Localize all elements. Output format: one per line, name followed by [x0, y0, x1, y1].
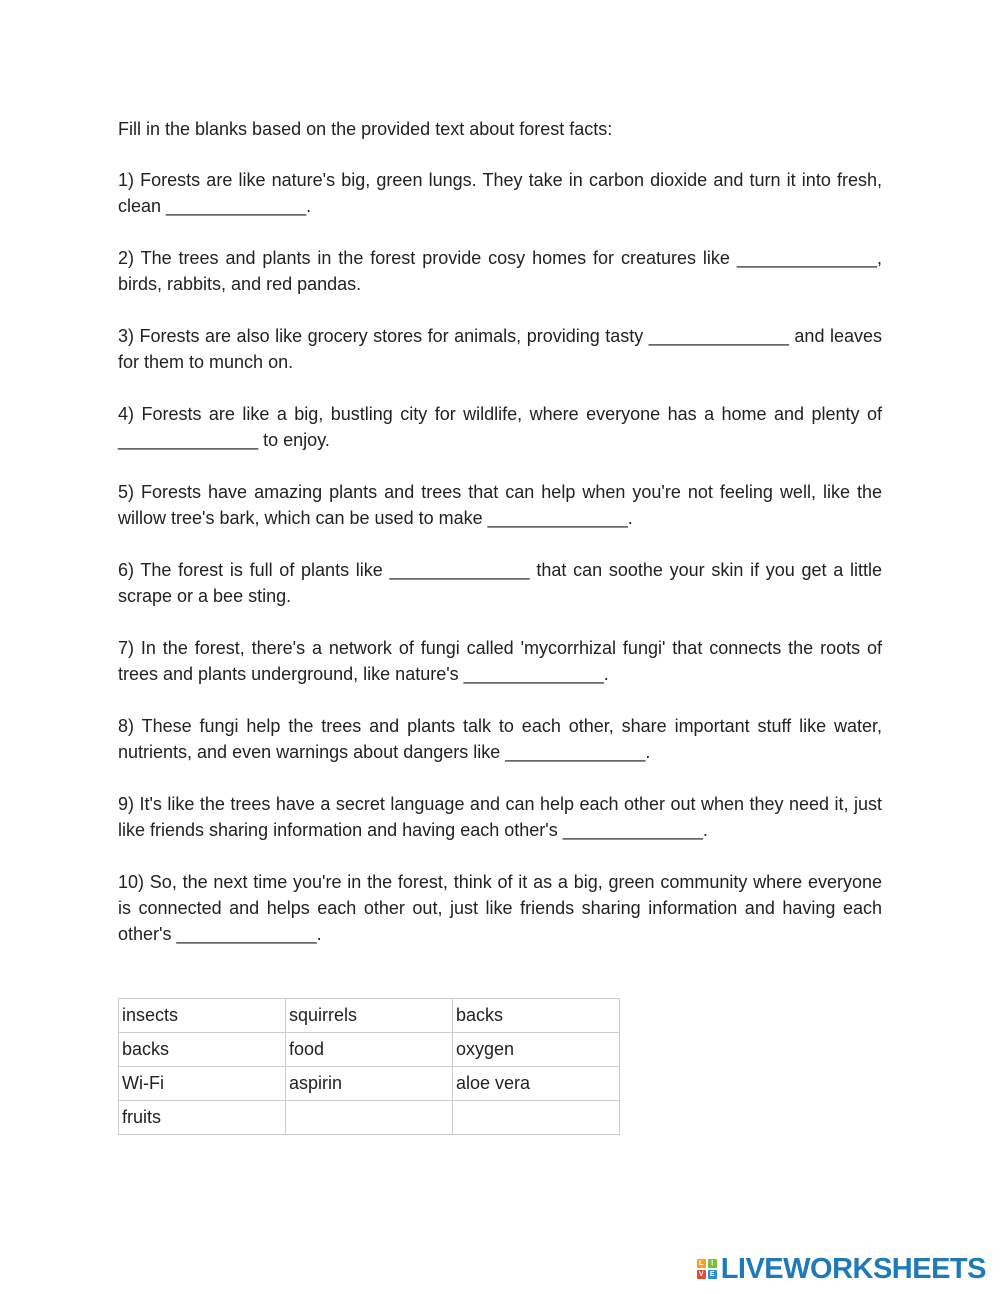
question-4: 4) Forests are like a big, bustling city for wildlife, where everyone has a home and plenty of ______________ to enjoy. [118, 404, 882, 450]
word-bank-cell: aspirin [286, 1067, 453, 1101]
logo-mark-v: V [697, 1270, 706, 1279]
question-3: 3) Forests are also like grocery stores for animals, providing tasty ______________ and leaves for them to munch on. [118, 326, 882, 372]
word-bank-cell: insects [119, 999, 286, 1033]
word-bank-row [119, 1067, 620, 1101]
logo-mark-l: L [697, 1259, 706, 1268]
word-bank-cell: backs [119, 1033, 286, 1067]
word-bank-cell: oxygen [453, 1033, 620, 1067]
liveworksheets-logo-icon [697, 1259, 717, 1279]
word-bank-cell: food [286, 1033, 453, 1067]
liveworksheets-logo [697, 1252, 986, 1286]
question-7: 7) In the forest, there's a network of fungi called 'mycorrhizal fungi' that connects the roots of trees and plants underground, like nature's ______________. [118, 638, 882, 684]
question-6: 6) The forest is full of plants like ______________ that can soothe your skin if you get a little scrape or a bee sting. [118, 560, 882, 606]
word-bank-cell: backs [453, 999, 620, 1033]
word-bank-cell: Wi-Fi [119, 1067, 286, 1101]
question-10: 10) So, the next time you're in the forest, think of it as a big, green community where everyone is connected and helps each other out, just like friends sharing information and having each other's ______________. [118, 872, 882, 944]
question-2: 2) The trees and plants in the forest provide cosy homes for creatures like ______________, birds, rabbits, and red pandas. [118, 248, 882, 294]
instructions: Fill in the blanks based on the provided text about forest facts: [118, 119, 613, 139]
logo-mark-e: E [708, 1270, 717, 1279]
word-bank-cell: fruits [119, 1101, 286, 1135]
worksheet-body [118, 116, 882, 973]
word-bank-row [119, 999, 620, 1033]
word-bank-cell [453, 1101, 620, 1135]
word-bank-row [119, 1101, 620, 1135]
question-1: 1) Forests are like nature's big, green lungs. They take in carbon dioxide and turn it into fresh, clean ______________. [118, 170, 882, 216]
word-bank-cell: squirrels [286, 999, 453, 1033]
word-bank-cell [286, 1101, 453, 1135]
logo-mark-i: I [708, 1259, 717, 1268]
question-8: 8) These fungi help the trees and plants talk to each other, share important stuff like water, nutrients, and even warnings about dangers like ______________. [118, 716, 882, 762]
word-bank-cell: aloe vera [453, 1067, 620, 1101]
word-bank-table [118, 998, 620, 1135]
word-bank-row [119, 1033, 620, 1067]
question-5: 5) Forests have amazing plants and trees that can help when you're not feeling well, like the willow tree's bark, which can be used to make ______________. [118, 482, 882, 528]
question-9: 9) It's like the trees have a secret language and can help each other out when they need it, just like friends sharing information and having each other's ______________. [118, 794, 882, 840]
logo-text: LIVEWORKSHEETS [720, 1252, 986, 1285]
